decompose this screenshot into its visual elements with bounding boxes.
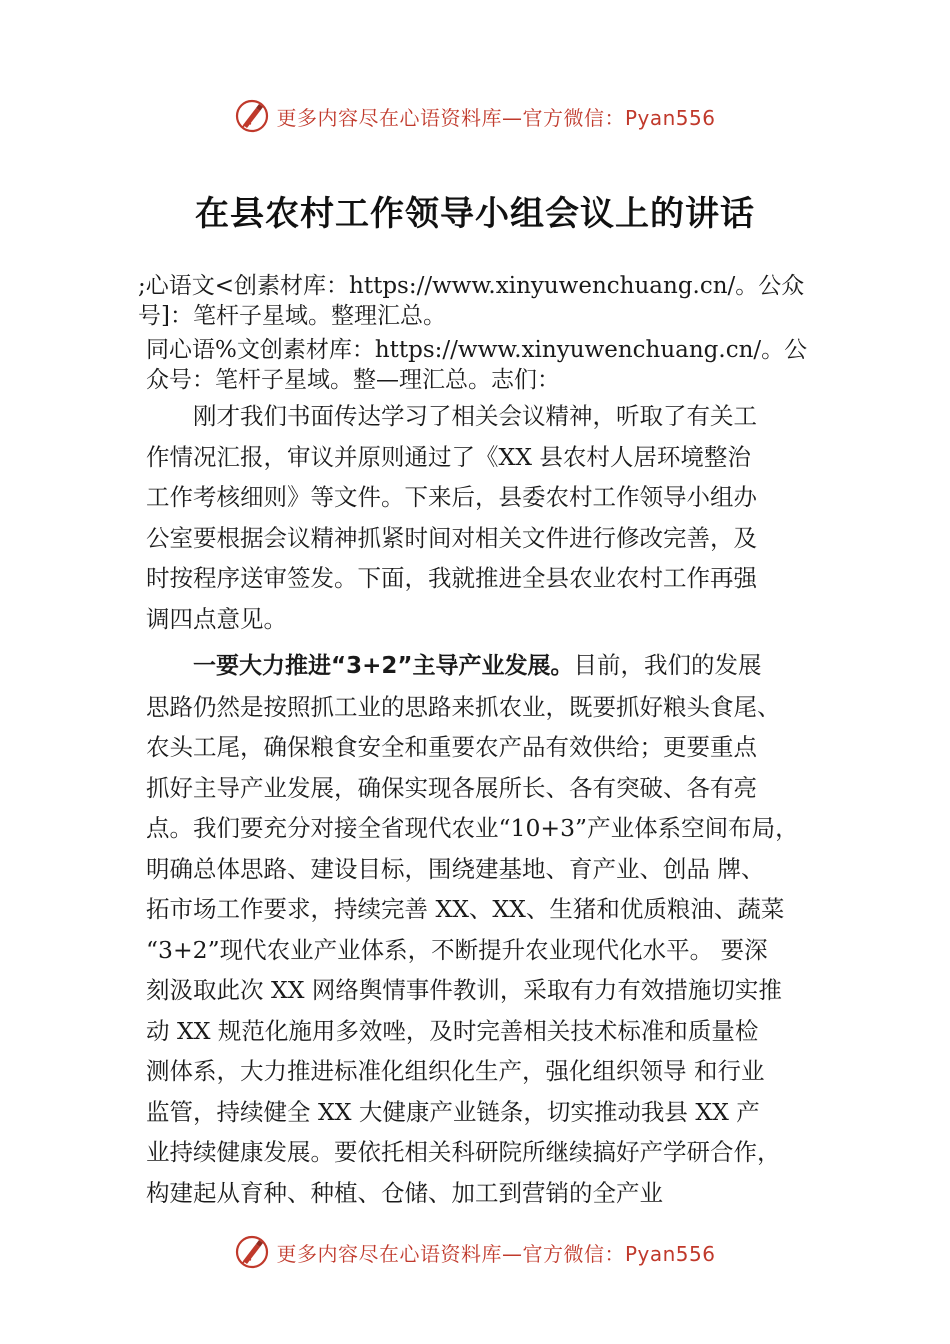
paragraph-first-line [146,645,799,687]
paragraph-line: “3+2”现代农业产业体系，不断提升农业现代化水平。 要深 [146,935,768,964]
source-note-2-line-1: 同心语%文创素材库：https://www.xinyuwenchuang.cn/。公 [146,337,808,363]
paragraph-line: 思路仍然是按照抓工业的思路来抓农业，既要抓好粮头食尾、 [146,692,781,721]
paragraph-line: 调四点意见。 [146,604,287,633]
paragraph-opening [146,396,757,639]
point-heading: 一要大力推进“3+2”主导产业发展。 [193,653,574,679]
paragraph-line: 测体系，大力推进标准化组织化生产，强化组织领导 和行业 [146,1057,765,1085]
paragraph-point-one [146,645,799,1213]
paragraph-line: 拓市场工作要求，持续完善 XX、XX、生猪和优质粮油、蔬菜 [146,895,785,923]
paragraph-line: 点。我们要充分对接全省现代农业“10+3”产业体系空间布局， [146,814,799,842]
source-note-2-line-2: 众号：笔杆子星域。整—理汇总。志们： [146,367,560,393]
watermark-text: 更多内容尽在心语资料库—官方微信：Pyan556 [276,1241,716,1266]
paragraph-line: 公室要根据会议精神抓紧时间对相关文件进行修改完善，及 [146,523,757,552]
source-note-1-line-1: ;心语文<创素材库：https://www.xinyuwenchuang.cn/。公众 [138,273,805,299]
paragraph-line: 业持续健康发展。要依托相关科研院所继续搞好产学研合作， [146,1138,781,1166]
source-note-1 [138,271,804,331]
header-watermark [0,96,950,136]
document-title: 在县农村工作领导小组会议上的讲话 [195,194,755,234]
paragraph-line: 动 XX 规范化施用多效唑，及时完善相关技术标准和质量检 [146,1016,759,1045]
source-note-2 [146,335,807,395]
footer-watermark [0,1232,950,1272]
paragraph-line: 刚才我们书面传达学习了相关会议精神，听取了有关工 [193,402,757,430]
paragraph-line: 作情况汇报，审议并原则通过了《XX 县农村人居环境整治 [146,442,751,471]
paragraph-line: 时按程序送审签发。下面，我就推进全县农业农村工作再强 [146,564,757,592]
pen-seal-icon [234,1234,270,1270]
pen-seal-icon [234,98,270,134]
paragraph-first-line-rest: 目前，我们的发展 [573,651,762,679]
paragraph-line: 明确总体思路、建设目标，围绕建基地、育产业、创品 牌、 [146,854,765,883]
paragraph-line: 抓好主导产业发展，确保实现各展所长、各有突破、各有亮 [146,773,757,802]
paragraph-line: 监管，持续健全 XX 大健康产业链条，切实推动我县 XX 产 [146,1097,760,1126]
source-note-1-line-2: 号]：笔杆子星域。整理汇总。 [138,303,446,329]
paragraph-line: 刻汲取此次 XX 网络舆情事件教训，采取有力有效措施切实推 [146,976,782,1004]
paragraph-line: 农头工尾，确保粮食安全和重要农产品有效供给；更要重点 [146,733,757,761]
paragraph-line: 工作考核细则》等文件。下来后，县委农村工作领导小组办 [146,483,757,511]
paragraph-line: 构建起从育种、种植、仓储、加工到营销的全产业 [146,1178,663,1207]
watermark-text: 更多内容尽在心语资料库—官方微信：Pyan556 [276,105,716,130]
